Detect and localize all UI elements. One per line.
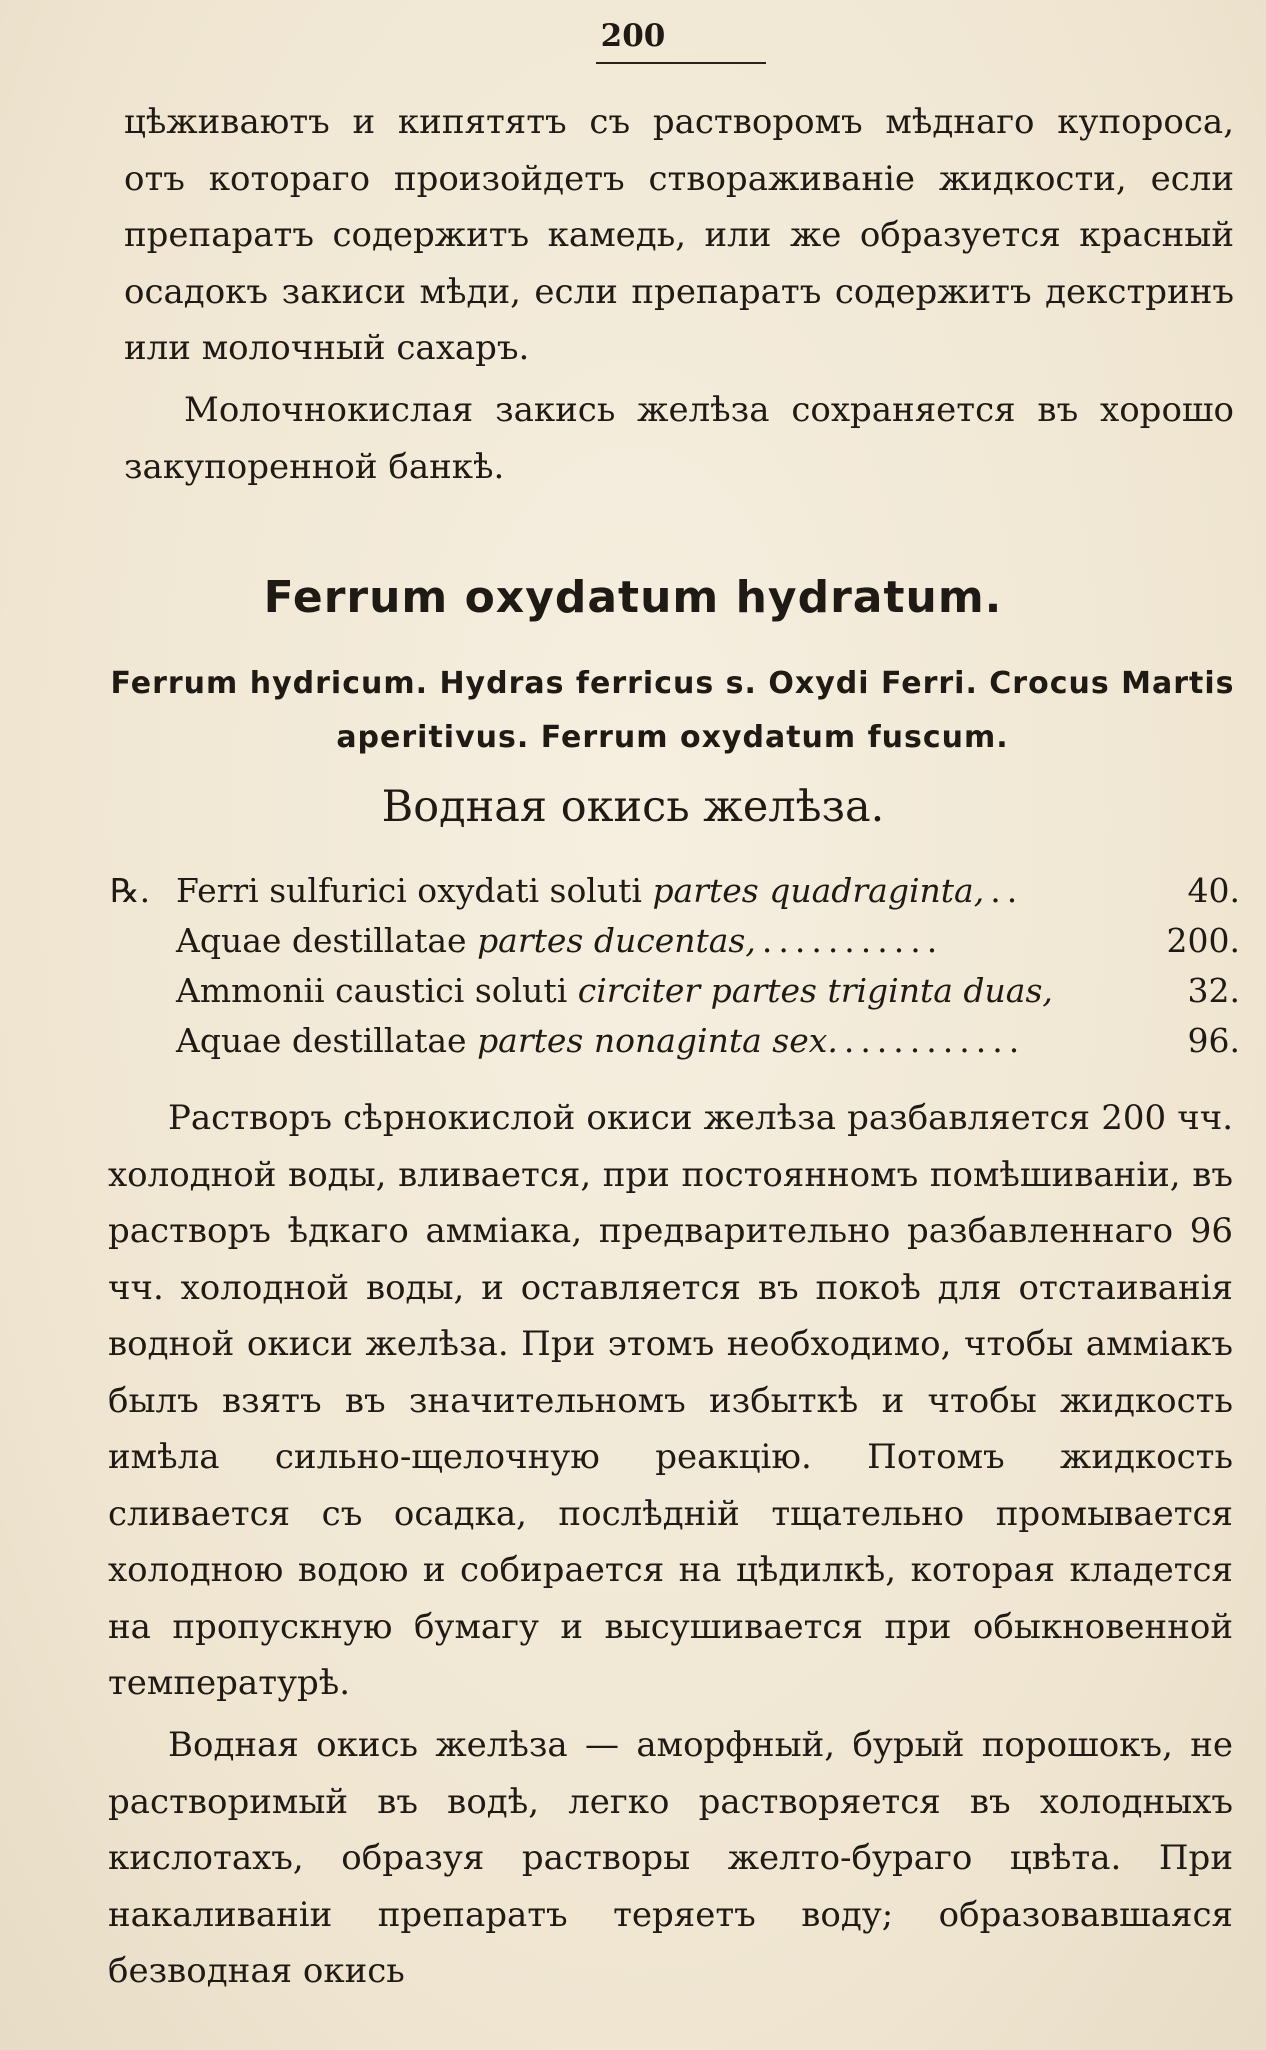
ingredient-quantity: 32. — [1187, 971, 1240, 1010]
section-synonyms: Ferrum hydricum. Hydras ferricus s. Oxydi Ferri. Crocus Martis aperitivus. Ferrum oxydatum fuscum. — [110, 666, 1235, 755]
ingredient — [176, 1016, 838, 1066]
paragraph-preparation: Растворъ сѣрнокислой окиси желѣза разбавляется 200 чч. холодной воды, вливается, при постоянномъ помѣшиваніи, въ растворъ ѣдкаго амміака, предварительно разбавленнаго 96 чч. холодной воды, и оставляется въ покоѣ для отстаиванія водной окиси желѣза. При этомъ необходимо, чтобы амміакъ былъ взятъ въ значительномъ избыткѣ и чтобы жидкость имѣла сильно-щелочную реакцію. Потомъ жидкость сливается съ осадка, послѣдній тщательно промывается холодною водою и собирается на цѣдилкѣ, которая кладется на пропускную бумагу и высушивается при обыкновенной температурѣ. — [108, 1098, 1233, 1703]
recipe-symbol: ℞. — [110, 871, 151, 910]
ingredient-amount-words: partes nonaginta sex. — [477, 1021, 838, 1060]
ingredient-name: Aquae destillatae — [176, 921, 467, 960]
leader-dots: ........... — [761, 921, 944, 960]
ingredient-name: Ferri sulfurici oxydati soluti — [176, 871, 642, 910]
section-title-latin: Ferrum oxydatum hydratum. — [263, 572, 1003, 623]
ingredient-amount-words: circiter partes triginta duas, — [577, 971, 1053, 1010]
ingredient — [176, 916, 756, 966]
section-title-russian: Водная окись желѣза. — [381, 782, 885, 832]
recipe-line — [110, 966, 1240, 1016]
ingredient — [176, 866, 984, 916]
ingredient-amount-words: partes quadraginta, — [652, 871, 985, 910]
recipe-block — [110, 866, 1240, 1066]
recipe-line — [110, 866, 1240, 916]
header-rule — [596, 62, 766, 64]
ingredient-quantity: 96. — [1187, 1021, 1240, 1060]
recipe-line — [110, 1016, 1240, 1066]
page-number: 200 — [600, 18, 666, 54]
leader-dots: ........... — [843, 1021, 1026, 1060]
ingredient-amount-words: partes ducentas, — [477, 921, 756, 960]
leader-dots: .. — [990, 871, 1024, 910]
recipe-line — [110, 916, 1240, 966]
ingredient-name: Ammonii caustici soluti — [176, 971, 568, 1010]
paragraph-properties: Водная окись желѣза — аморфный, бурый порошокъ, не растворимый въ водѣ, легко растворяется въ холодныхъ кислотахъ, образуя растворы желто-бураго цвѣта. При накаливаніи препаратъ теряетъ воду; образовавшаяся безводная окись — [108, 1725, 1233, 1991]
ingredient-quantity: 200. — [1166, 921, 1240, 960]
ingredient — [176, 966, 1053, 1016]
ingredient-quantity: 40. — [1187, 871, 1240, 910]
ingredient-name: Aquae destillatae — [176, 1021, 467, 1060]
paragraph-storage: Молочнокислая закись желѣза сохраняется въ хорошо закупоренной банкѣ. — [124, 390, 1234, 487]
paragraph-continued: цѣживаютъ и кипятятъ съ растворомъ мѣднаго купороса, отъ котораго произойдетъ створаживаніе жидкости, если препаратъ содержитъ камедь, или же образуется красный осадокъ закиси мѣди, если препаратъ содержитъ декстринъ или молочный сахаръ. — [124, 102, 1234, 368]
